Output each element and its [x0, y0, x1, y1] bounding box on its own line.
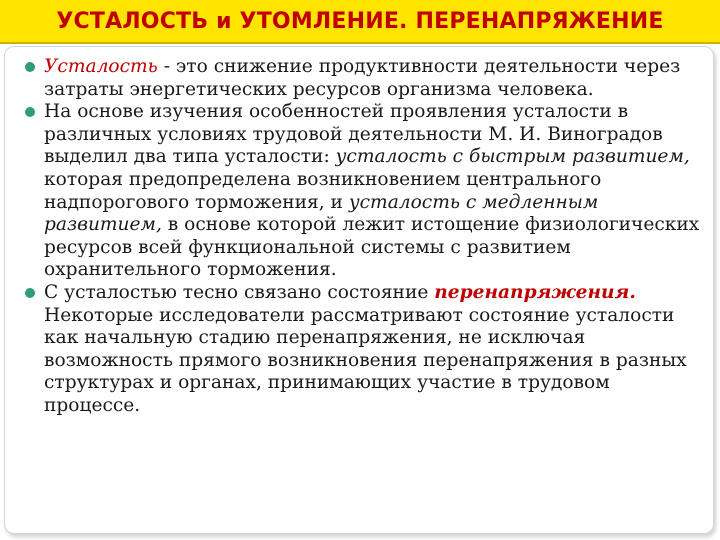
fatigue-type-slow-description: в основе которой лежит истощение физиологических ресурсов всей функциональной системы с развитием охранительного торможения.: [44, 214, 700, 281]
bullet-item-fatigue-definition: [0, 56, 700, 101]
slide-title: УСТАЛОСТЬ и УТОМЛЕНИЕ. ПЕРЕНАПРЯЖЕНИЕ: [56, 9, 664, 34]
term-overstrain: перенапряжения.: [434, 281, 636, 303]
fatigue-type-slow: усталость с медленным развитием,: [44, 191, 599, 236]
fatigue-definition-text: - это снижение продуктивности деятельности через затраты энергетических ресурсов организма человека.: [44, 56, 681, 100]
overstrain-description-text: Некоторые исследователи рассматривают состояние усталости как начальную стадию перенапряжения, не исключая возможность прямого возникновения перенапряжения в разных структурах и органах, принимающих участие в трудовом процессе.: [44, 304, 687, 416]
title-bar: [0, 0, 720, 44]
term-fatigue: Усталость: [44, 56, 158, 77]
fatigue-type-fast-description: которая предопределена возникновением центрального надпорогового торможения, и: [44, 168, 602, 213]
bullet-list: [0, 56, 700, 418]
fatigue-types-intro-text: На основе изучения особенностей проявления усталости в различных условиях трудовой деятельности М. И. Виноградов выделил два типа усталости:: [44, 101, 663, 168]
bullet-marker-icon: [25, 62, 35, 72]
overstrain-intro-text: С усталостью тесно связано состояние: [44, 281, 435, 303]
bullet-item-fatigue-types: [0, 101, 700, 282]
bullet-item-overstrain: [0, 282, 700, 418]
bullet-marker-icon: [25, 107, 35, 117]
bullet-marker-icon: [25, 288, 35, 298]
fatigue-type-fast: усталость с быстрым развитием,: [335, 146, 690, 168]
